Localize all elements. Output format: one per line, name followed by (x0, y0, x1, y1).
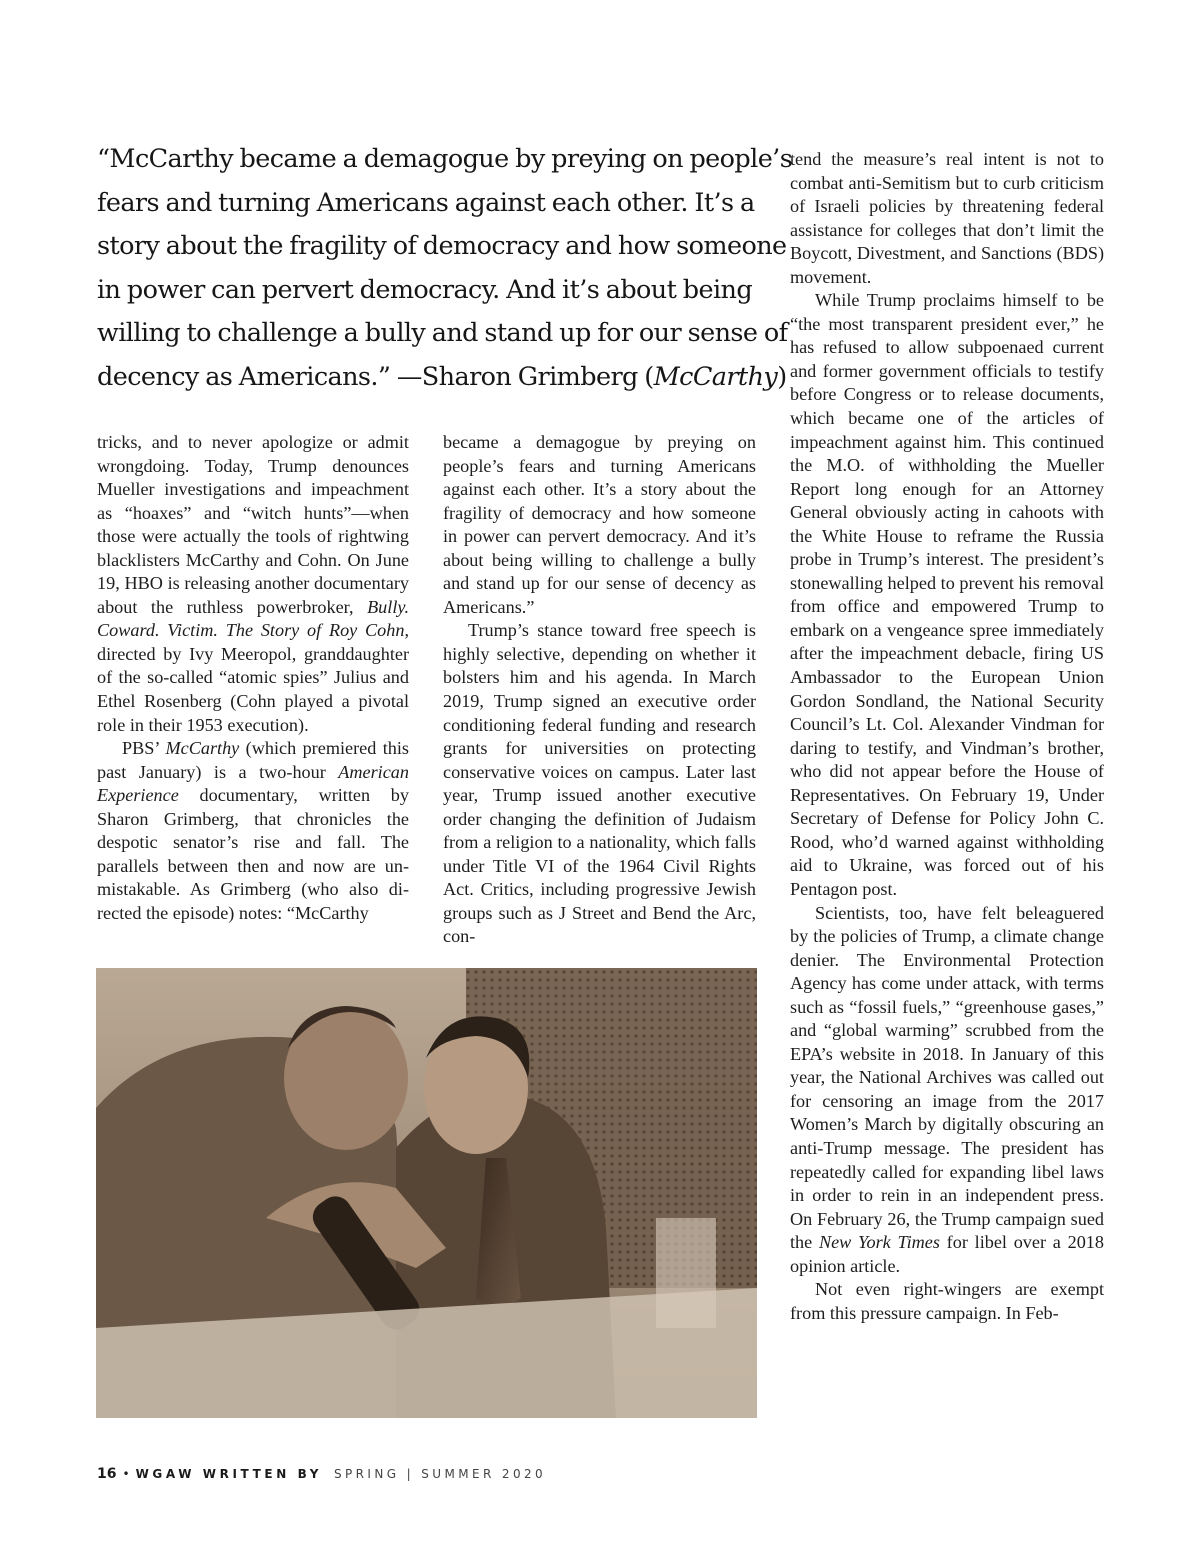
text-run: Scientists, too, have felt beleaguered by the policies of Trump, a climate change denier. The Environmental Protection Agency has come under attack, with terms such as “fossil fuels,” “greenhouse gases,” and “global warming” scrubbed from the EPA’s website in 2018. In January of this year, the National Archives was called out for censoring an image from the 2017 Women’s March by digitally obscuring an anti-Trump message. The president has repeatedly called for expanding libel laws in order to rein in an independent press. On February 26, the Trump campaign sued the (790, 902, 1104, 1253)
historical-photo (96, 968, 757, 1418)
page-footer (97, 1466, 546, 1482)
pull-quote-close: ) (777, 361, 787, 392)
text-run: for libel over a 2018 opinion article. (790, 1232, 1104, 1276)
text-run: , directed by Ivy Meeropol, granddaughter of the so-called “atomic spies” Julius and Ethel Rosenberg (Cohn played a pivotal role in their 1953 execution). (97, 620, 409, 735)
paragraph: While Trump proclaims himself to be “the most transparent president ever,” he has refused to allow subpoenaed current and former government officials to testify before Congress or to release documents, which became one of the articles of impeachment against him. This continued the M.O. of withholding the Mueller Report long enough for an Attorney General obviously acting in cahoots with the White House to reframe the Russia probe in Trump’s interest. The president’s stonewalling helped to prevent his removal from office and empowered Trump to embark on a vengeance spree immediately after the impeachment debacle, firing US Ambassador to the European Union Gordon Sondland, the National Security Council’s Lt. Col. Alexander Vindman for daring to testify, and Vindman’s brother, who did not appear before the House of Representatives. On February 19, Under Secretary of Defense for Policy John C. Rood, who’d warned against withholding aid to Ukraine, was forced out of his Pentagon post. (790, 290, 1104, 899)
photo-illustration (96, 968, 757, 1418)
pull-quote-film-title: McCarthy (653, 361, 778, 392)
paragraph: Not even right-wingers are exempt from this pressure campaign. In Feb- (790, 1279, 1104, 1323)
page-number: 16 (97, 1466, 117, 1482)
newspaper-title: New York Times (818, 1232, 940, 1253)
text-run: tricks, and to never apologize or admit wrongdoing. Today, Trump denounces Mueller investigations and impeachment as “hoaxes” and “witch hunts”—when those were actually the tools of rightwing blacklisters McCarthy and Cohn. On June 19, HBO is releasing another documentary about the ruthless powerbroker, (97, 432, 409, 617)
paragraph (97, 737, 409, 925)
paragraph: Trump’s stance toward free speech is highly selective, depending on whether it bolsters him and his agenda. In March 2019, Trump signed an executive order conditioning federal funding and research grants for universities on protecting conservative voices on campus. Later last year, Trump issued another executive order changing the definition of Judaism from a religion to a nationality, which falls under Title VI of the 1964 Civil Rights Act. Critics, including progressive Jewish groups such as J Street and Bend the Arc, con- (443, 620, 756, 947)
documentary-title: Bully. Coward. Victim. The Story of Roy Cohn (97, 596, 409, 641)
pull-quote-line: fears and turning Americans against each other. It’s a (97, 187, 755, 218)
paragraph (97, 431, 409, 737)
paragraph (790, 902, 1104, 1279)
series-title: American Experience (97, 761, 409, 806)
paragraph: became a demagogue by preying on people’s fears and turning Americans against each other. It’s a story about the fragility of democracy and how someone in power can pervert democracy. And it’s about being willing to challenge a bully and stand up for our sense of decency as Americans.” (443, 432, 756, 617)
magazine-name: WGAW WRITTEN BY (135, 1467, 322, 1481)
issue-date: SPRING | SUMMER 2020 (334, 1467, 547, 1481)
pull-quote-attribution: decency as Americans.” —Sharon Grimberg ( (97, 361, 654, 392)
pull-quote (97, 138, 793, 400)
paragraph: tend the measure’s real intent is not to combat anti-Semitism but to curb criticism of Israeli policies by threatening federal assistance for colleges that don’t limit the Boycott, Divestment, and Sanctions (BDS) movement. (790, 149, 1104, 287)
text-run: (which premiered this past January) is a two-hour (97, 738, 410, 782)
pull-quote-line: willing to challenge a bully and stand up for our sense of (97, 318, 788, 349)
article-column-1 (97, 431, 409, 925)
pull-quote-line: in power can pervert democracy. And it’s about being (97, 274, 753, 305)
article-column-3 (790, 148, 1104, 1325)
pull-quote-line: “McCarthy became a demagogue by preying on people’s (97, 144, 793, 174)
text-run: PBS’ (122, 738, 166, 759)
water-glass (656, 1218, 716, 1328)
pull-quote-line: story about the fragility of democracy and how someone (97, 231, 787, 262)
text-run: documentary, written by Sharon Grimberg, that chronicles the despotic senator’s rise and fall. The parallels between then and now are unmistakable. As Grimberg (who also directed the episode) notes: “McCarthy (97, 785, 409, 923)
footer-bullet: • (122, 1467, 130, 1481)
documentary-title: McCarthy (165, 738, 240, 759)
article-column-2 (443, 431, 756, 949)
pull-quote-attribution-line (97, 356, 787, 400)
